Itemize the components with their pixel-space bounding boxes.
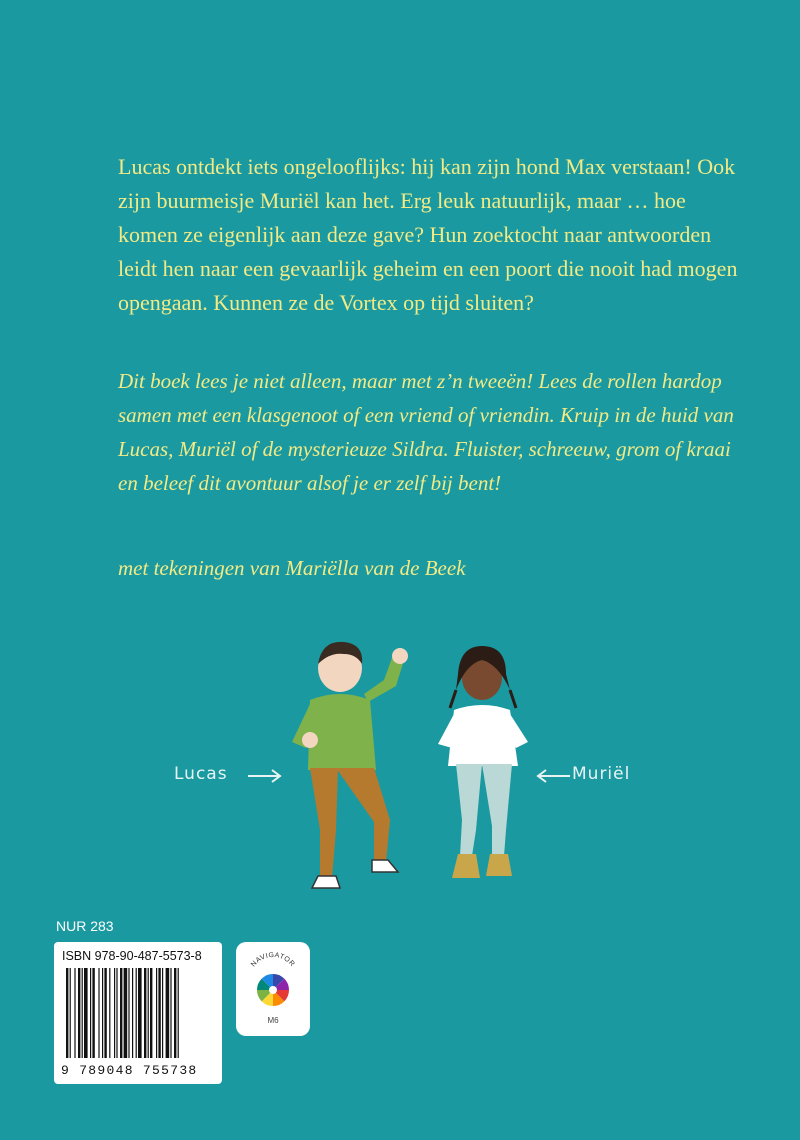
nur-code: NUR 283 xyxy=(56,918,114,934)
barcode-panel xyxy=(54,942,222,1084)
muriel-figure xyxy=(438,646,528,878)
muriel-label: Muriël xyxy=(572,764,631,784)
navigator-badge xyxy=(236,942,310,1036)
svg-text:NAVIGATOR xyxy=(250,952,296,968)
isbn-number: ISBN 978-90-487-5573-8 xyxy=(62,949,202,963)
lucas-figure xyxy=(292,642,408,888)
barcode-bars xyxy=(64,968,212,1058)
invite-text: Dit boek lees je niet alleen, maar met z’n tweeën! Lees de rollen hardop samen met een klasgenoot of een vriend of vriendin. Kruip in de huid van Lucas, Muriël of de mysterieuze Sildra. Fluister, schreeuw, grom of kraai en beleef dit avontuur alsof je er zelf bij bent! xyxy=(118,369,734,495)
navigator-grade: M6 xyxy=(267,1016,279,1025)
illustrator-credit: met tekeningen van Mariëlla van de Beek xyxy=(118,556,466,580)
navigator-name: NAVIGATOR xyxy=(250,951,296,969)
ean-digits: 9 789048 755738 xyxy=(61,1063,198,1078)
label-arrows xyxy=(248,770,570,782)
blurb-text: Lucas ontdekt iets ongelooflijks: hij kan zijn hond Max verstaan! Ook zijn buurmeisje Muriël kan het. Erg leuk natuurlijk, maar … hoe komen ze eigenlijk aan deze gave? Hun zoektocht naar antwoorden leidt hen naar een gevaarlijk geheim en een poort die nooit had mogen opengaan. Kunnen ze de Vortex op tijd sluiten? xyxy=(118,154,738,315)
color-wheel-icon xyxy=(257,974,289,1006)
lucas-label: Lucas xyxy=(174,764,228,784)
